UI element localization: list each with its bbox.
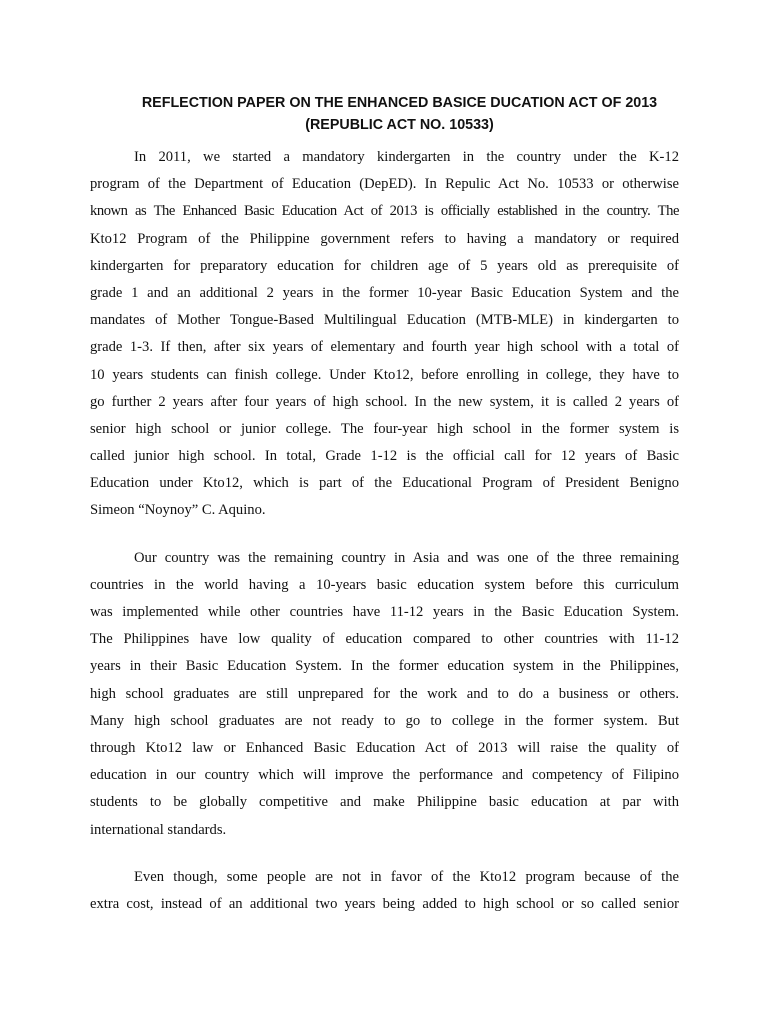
paragraph-line: Kto12 Program of the Philippine government refers to having a mandatory or required (90, 230, 679, 247)
title-line-2: (REPUBLIC ACT NO. 10533) (305, 117, 494, 133)
paragraph-line: program of the Department of Education (DepED). In Repulic Act No. 10533 or otherwise (90, 176, 679, 193)
paragraph-3 (90, 864, 679, 918)
title-line-1: REFLECTION PAPER ON THE ENHANCED BASICE DUCATION ACT OF 2013 (141, 95, 658, 111)
paragraph-line: senior high school or junior college. The four-year high school in the former system is (90, 420, 679, 437)
paragraph-line: high school graduates are still unprepared for the work and to do a business or others. (90, 685, 679, 702)
paragraph-line: The Philippines have low quality of education compared to other countries with 11-12 (90, 631, 679, 648)
paragraph-line: years in their Basic Education System. In the former education system in the Philippines, (90, 658, 679, 675)
paragraph-line: Education under Kto12, which is part of the Educational Program of President Benigno (90, 475, 679, 492)
paragraph-line: extra cost, instead of an additional two years being added to high school or so called senior (90, 895, 679, 912)
paragraph-line: known as The Enhanced Basic Education Act of 2013 is officially established in the country. The (90, 203, 679, 220)
paragraph-line: education in our country which will improve the performance and competency of Filipino (90, 767, 679, 784)
paragraph-line: kindergarten for preparatory education for children age of 5 years old as prerequisite of (90, 257, 679, 274)
paragraph-line: grade 1-3. If then, after six years of elementary and fourth year high school with a total of (90, 339, 679, 356)
paragraph-line: international standards. (90, 821, 227, 838)
paragraph-1 (90, 144, 679, 525)
paragraph-line: through Kto12 law or Enhanced Basic Education Act of 2013 will raise the quality of (90, 739, 679, 756)
paragraph-line: students to be globally competitive and make Philippine basic education at par with (90, 794, 679, 811)
paragraph-line: countries in the world having a 10-years basic education system before this curriculum (90, 576, 679, 593)
paragraph-line: called junior high school. In total, Grade 1-12 is the official call for 12 years of Basic (90, 448, 679, 465)
paragraph-line: mandates of Mother Tongue-Based Multilingual Education (MTB-MLE) in kindergarten to (90, 312, 679, 329)
paragraph-line: was implemented while other countries have 11-12 years in the Basic Education System. (90, 604, 679, 620)
document-page (90, 92, 679, 938)
paragraph-line: 10 years students can finish college. Under Kto12, before enrolling in college, they have to (90, 366, 679, 383)
paragraph-line: Many high school graduates are not ready to go to college in the former system. But (90, 712, 679, 729)
paragraph-line: grade 1 and an additional 2 years in the former 10-year Basic Education System and the (90, 284, 679, 301)
paragraph-line: Even though, some people are not in favor of the Kto12 program because of the (134, 868, 679, 885)
paragraph-line: In 2011, we started a mandatory kindergarten in the country under the K-12 (134, 149, 679, 165)
document-title (90, 92, 679, 136)
paragraph-line: go further 2 years after four years of high school. In the new system, it is called 2 years of (90, 393, 679, 410)
paragraph-line: Simeon “Noynoy” C. Aquino. (90, 502, 266, 519)
paragraph-line: Our country was the remaining country in Asia and was one of the three remaining (134, 549, 679, 566)
paragraph-2 (90, 545, 679, 844)
